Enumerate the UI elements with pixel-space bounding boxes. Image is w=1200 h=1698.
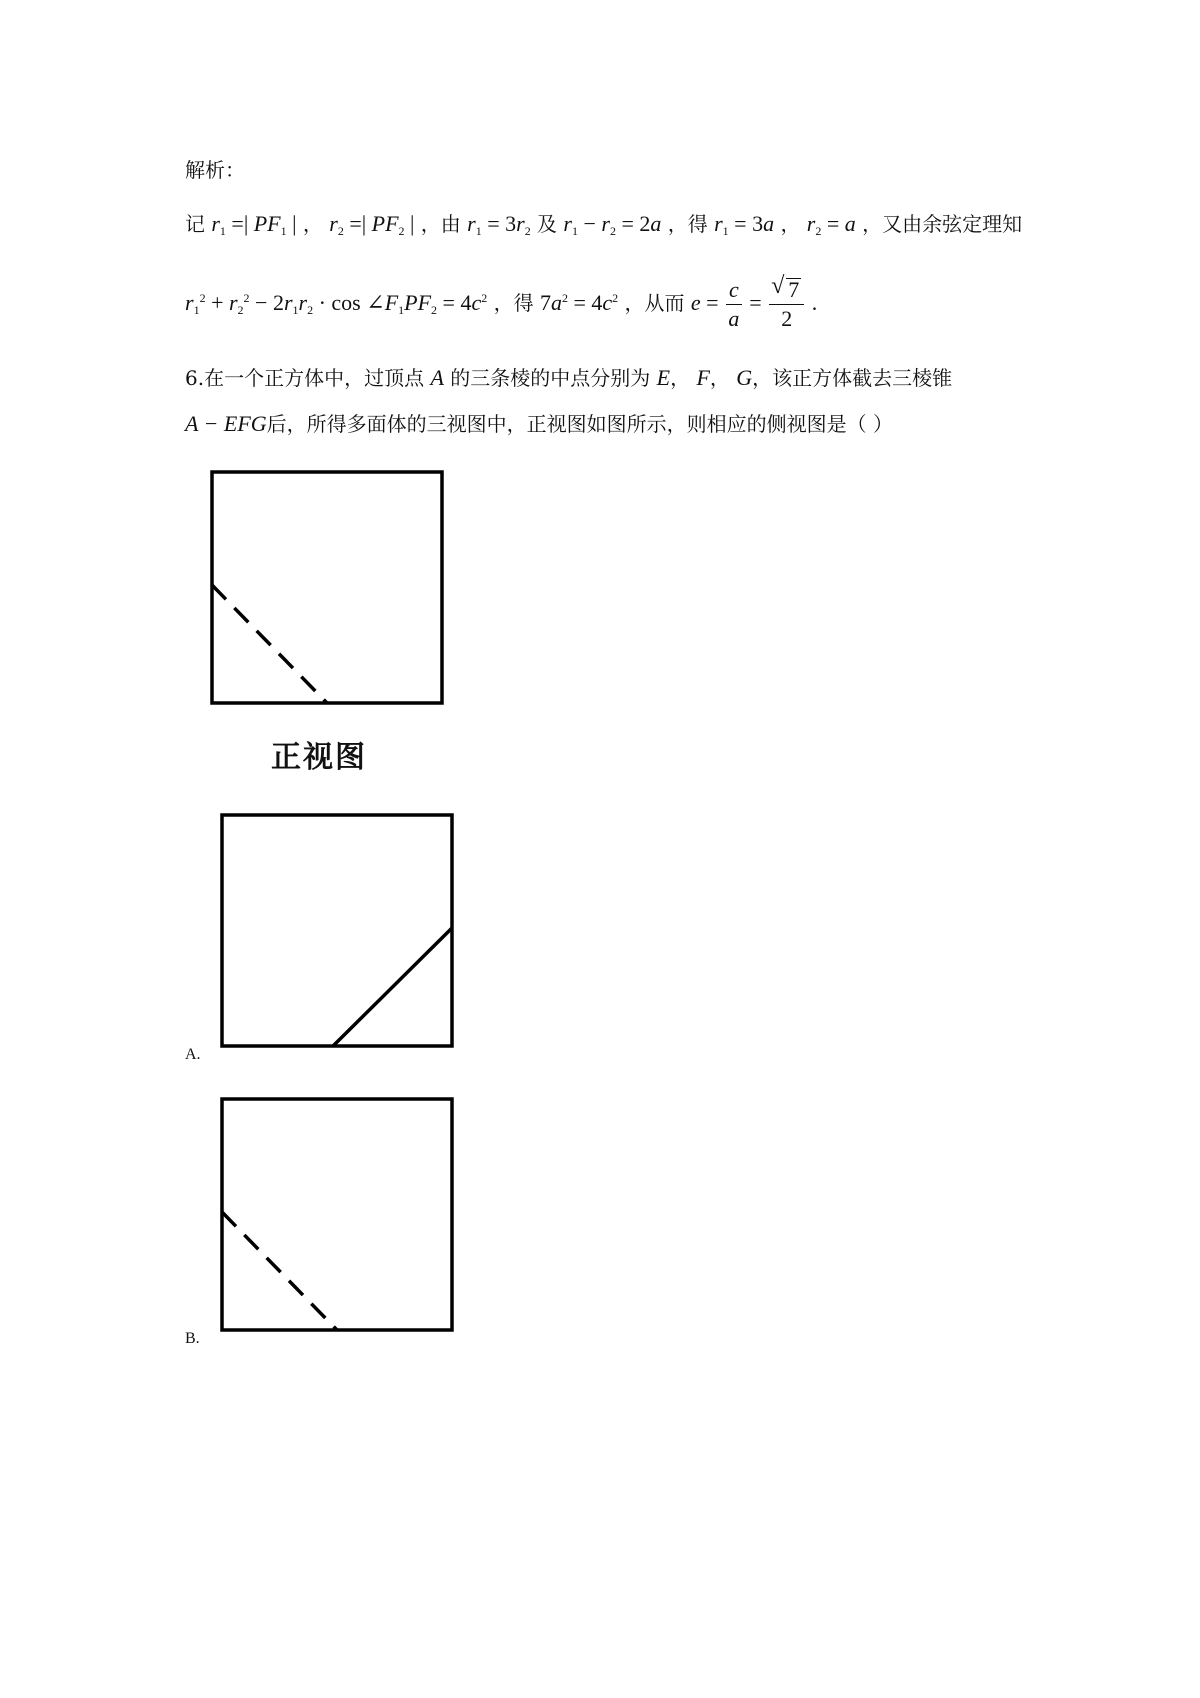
formula-r2-def: $r_2$ =| $PF_2$ | — [329, 211, 415, 238]
text-segment: 记 — [185, 212, 205, 236]
point-e: E — [656, 365, 671, 390]
vertex-label: A — [430, 365, 444, 390]
square-outline — [212, 472, 442, 703]
solution-line-2 — [185, 270, 817, 338]
dashed-diagonal — [212, 585, 327, 703]
front-view-figure — [205, 465, 455, 715]
formula-7a2-4c2: $7a^2 = 4c^2$ — [539, 290, 619, 315]
question-text: 的三条棱的中点分别为 — [450, 366, 651, 390]
text-segment: ，又由余弦定理知 — [862, 212, 1023, 236]
option-b-figure[interactable] — [215, 1092, 465, 1342]
period: . — [811, 290, 818, 315]
fraction-sqrt7-over-2: √ $\frac{7}{2}$ — [769, 278, 804, 331]
text-segment: ，得 — [493, 291, 534, 315]
question-text: 后，所得多面体的三视图中，正视图如图所示，则相应的侧视图是（ ） — [266, 412, 894, 436]
solution-heading: 解析： — [185, 158, 245, 182]
question-text: ，该正方体截去三棱锥 — [752, 366, 953, 390]
solid-diagonal — [333, 928, 452, 1046]
formula-r1-3a: $r_1 = 3a$ — [714, 211, 775, 238]
option-a-figure[interactable] — [215, 808, 465, 1058]
text-segment: ， — [302, 212, 323, 236]
point-f: F — [696, 365, 710, 390]
question-number: 6. — [185, 366, 205, 390]
question-line-2 — [185, 410, 893, 438]
formula-r2-a: $r_2 = a$ — [806, 211, 856, 238]
formula-eccentricity: e = $\frac{c}{a}$ = √ $\frac{7}{2}$ — [691, 290, 812, 315]
formula-r1-eq-3r2: $r_1 = 3r_2$ — [467, 211, 531, 238]
option-b-label[interactable]: B. — [185, 1330, 200, 1347]
question-line-1 — [185, 364, 952, 392]
pyramid-label: A − EFG — [185, 411, 267, 436]
dashed-diagonal — [222, 1212, 337, 1330]
square-outline — [222, 815, 452, 1046]
formula-r1-minus-r2: $r_1 - r_2 = 2a$ — [563, 211, 662, 238]
solution-line-1 — [185, 210, 1022, 245]
figure-caption: 正视图 — [271, 740, 367, 775]
text-segment: ，从而 — [624, 291, 685, 315]
point-g: G — [736, 365, 753, 390]
text-segment: ，由 — [420, 212, 461, 236]
separator: ， — [709, 366, 730, 390]
text-segment: ，得 — [667, 212, 708, 236]
formula-cosine-law: $r_1^2 + r_2^2 - 2r_1r_2 \cdot \cos$ $\angle F_1PF_2 = 4c^2$ — [185, 290, 488, 317]
fraction-c-over-a: $\frac{c}{a}$ — [726, 278, 742, 331]
formula-r1-def: $r_1$ =| $PF_1$ | — [211, 211, 297, 238]
question-text: 在一个正方体中，过顶点 — [204, 366, 425, 390]
text-segment: 及 — [537, 212, 558, 236]
option-a-label[interactable]: A. — [185, 1046, 201, 1063]
text-segment: ， — [780, 212, 801, 236]
square-outline — [222, 1099, 452, 1330]
separator: ， — [670, 366, 691, 390]
